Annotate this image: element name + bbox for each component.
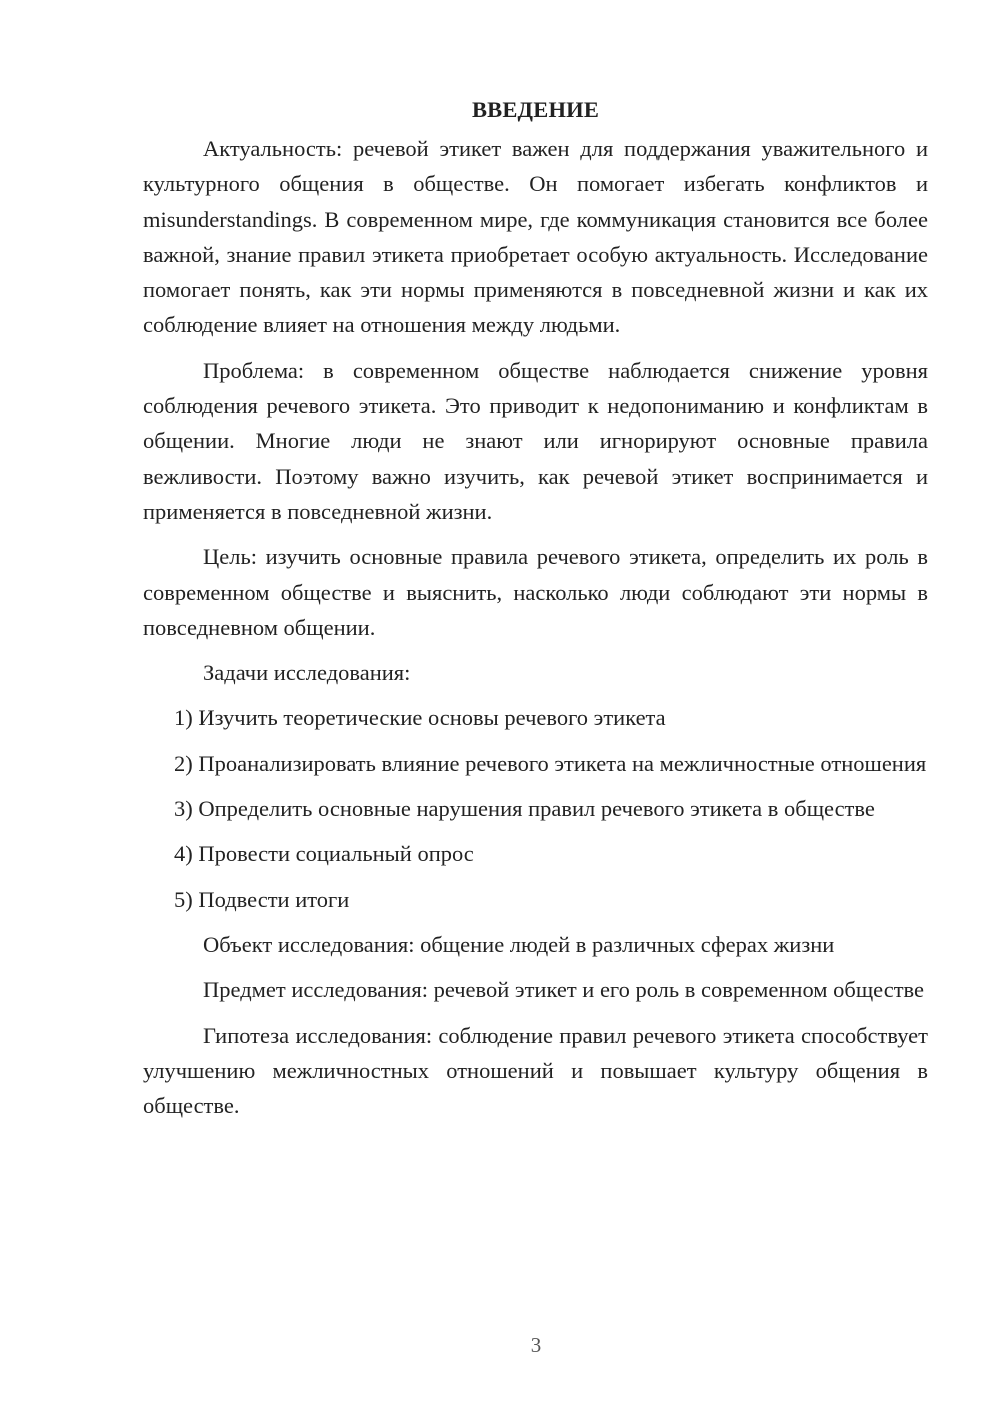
task-item-4: 4) Провести социальный опрос <box>174 841 474 867</box>
paragraph-object: Объект исследования: общение людей в различных сферах жизни <box>203 931 835 957</box>
page-number: 3 <box>530 1333 542 1357</box>
paragraph-subject: Предмет исследования: речевой этикет и его роль в современном обществе <box>203 977 924 1003</box>
paragraph-problem: Проблема: в современном обществе наблюдается снижение уровня соблюдения речевого этикета. Это приводит к недопониманию и конфликтам в общении. Многие люди не знают или игнорируют основные правила вежливости. Поэтому важно изучить, как речевой этикет воспринимается и применяется в повседневной жизни. <box>143 357 928 524</box>
paragraph-tasks-heading: Задачи исследования: <box>203 660 411 686</box>
task-item-3: 3) Определить основные нарушения правил речевого этикета в обществе <box>174 796 875 822</box>
paragraph-hypothesis: Гипотеза исследования: соблюдение правил речевого этикета способствует улучшению межличностных отношений и повышает культуру общения в обществе. <box>143 1022 928 1119</box>
task-item-5: 5) Подвести итоги <box>174 886 350 912</box>
task-item-1: 1) Изучить теоретические основы речевого этикета <box>174 705 666 731</box>
task-item-2: 2) Проанализировать влияние речевого этикета на межличностные отношения <box>174 750 927 776</box>
paragraph-goal: Цель: изучить основные правила речевого этикета, определить их роль в современном обществе и выяснить, насколько люди соблюдают эти нормы в повседневном общении. <box>143 544 928 640</box>
page-content <box>143 92 928 1133</box>
section-title: ВВЕДЕНИЕ <box>471 97 600 122</box>
paragraph-relevance: Актуальность: речевой этикет важен для поддержания уважительного и культурного общения в обществе. Он помогает избегать конфликтов и misunderstandings. В современном мире, где коммуникация становится все более важной, знание правил этикета приобретает особую актуальность. Исследование помогает понять, как эти нормы применяются в повседневной жизни и как их соблюдение влияет на отношения между людьми. <box>143 136 928 338</box>
